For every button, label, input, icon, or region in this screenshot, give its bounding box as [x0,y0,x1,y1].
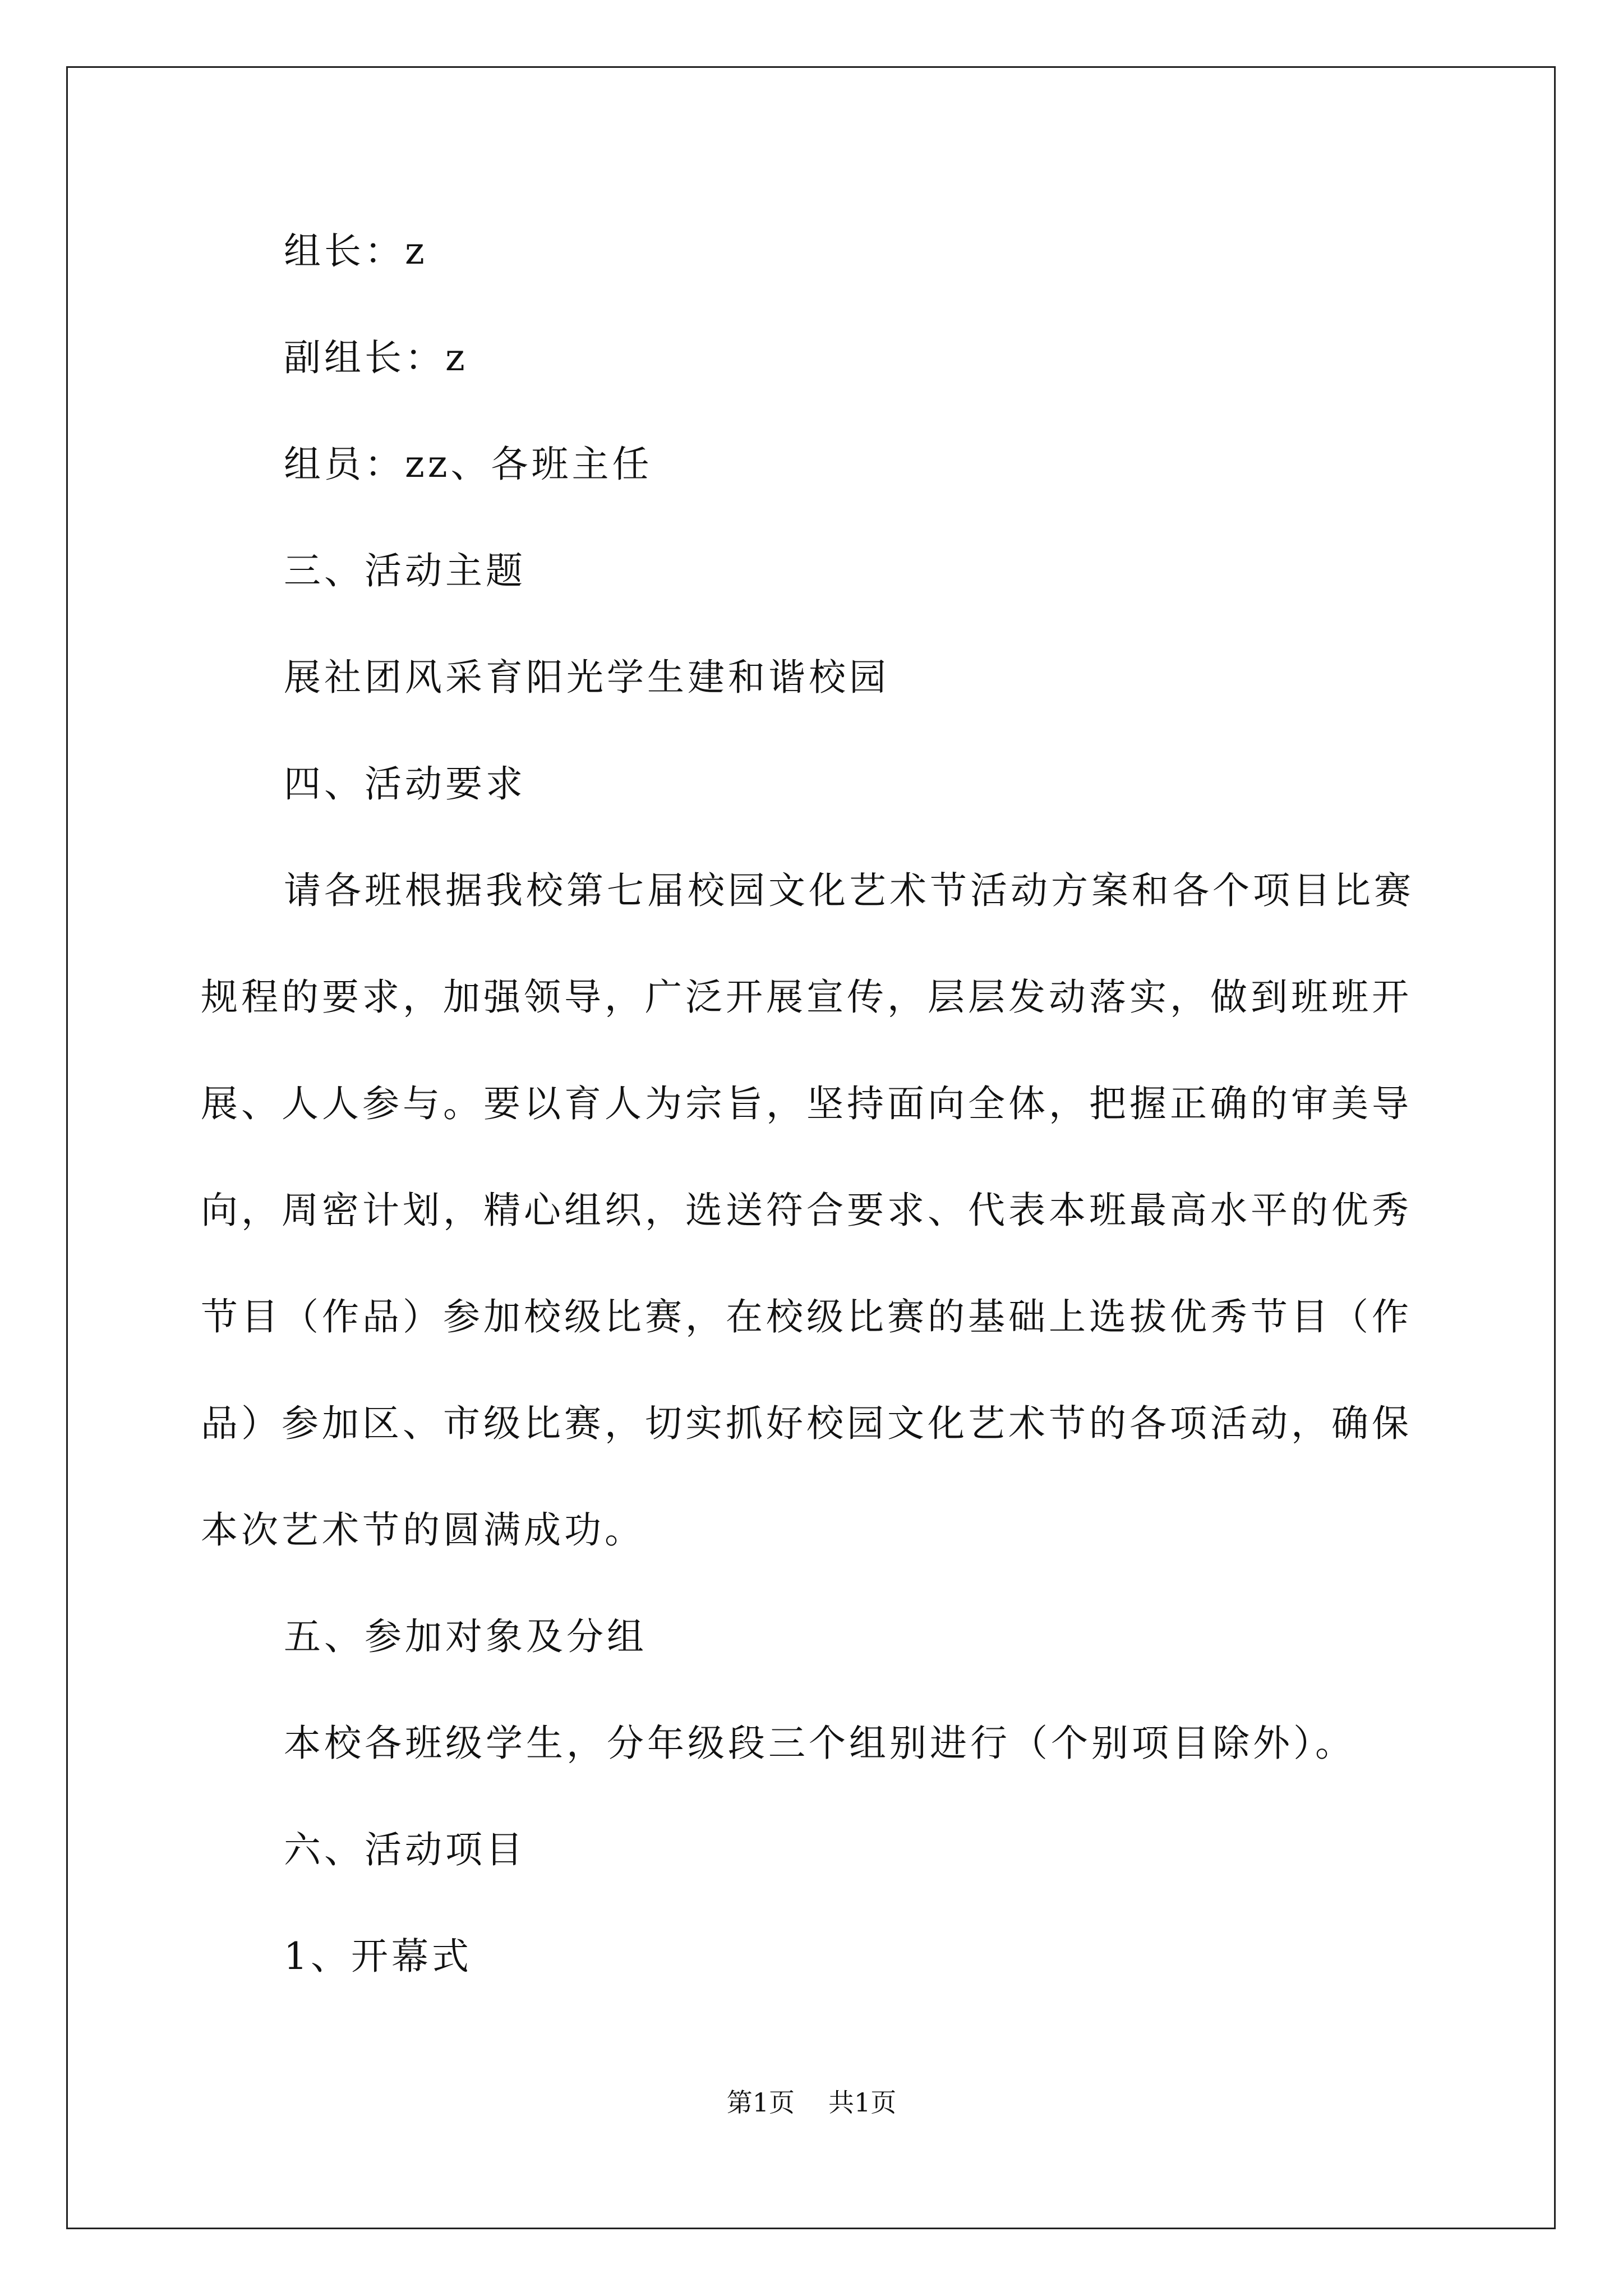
paragraph-line: 本次艺术节的圆满成功。 [201,1508,645,1552]
paragraph-line: 节目（作品）参加校级比赛，在校级比赛的基础上选拔优秀节目（作 [201,1295,1412,1338]
section-heading-activities: 六、活动项目 [284,1828,526,1871]
paragraph-line: 请各班根据我校第七届校园文化艺术节活动方案和各个项目比赛 [284,869,1414,912]
section-heading-requirements: 四、活动要求 [284,762,526,806]
theme-text: 展社团风采育阳光学生建和谐校园 [284,656,889,699]
section-heading-participants: 五、参加对象及分组 [284,1615,647,1658]
deputy-leader-line: 副组长：z [284,336,468,379]
page-footer [0,2086,1623,2119]
paragraph-line: 向，周密计划，精心组织，选送符合要求、代表本班最高水平的优秀 [201,1189,1412,1232]
paragraph-line: 规程的要求，加强领导，广泛开展宣传，层层发动落实，做到班班开 [201,976,1412,1019]
page-number-current: 第1页 [726,2087,795,2118]
leader-line: 组长：z [284,229,428,273]
paragraph-line: 展、人人参与。要以育人为宗旨，坚持面向全体，把握正确的审美导 [201,1082,1412,1125]
activity-item-opening: 1、开幕式 [284,1935,472,1978]
document-body [201,224,1423,1984]
members-line: 组员：zz、各班主任 [284,443,653,486]
paragraph-line: 品）参加区、市级比赛，切实抓好校园文化艺术节的各项活动，确保 [201,1402,1412,1445]
section-heading-theme: 三、活动主题 [284,549,526,592]
page-number-total: 共1页 [828,2087,897,2118]
requirements-paragraph [201,864,1423,1557]
participants-text: 本校各班级学生，分年级段三个组别进行（个别项目除外）。 [284,1722,1355,1765]
